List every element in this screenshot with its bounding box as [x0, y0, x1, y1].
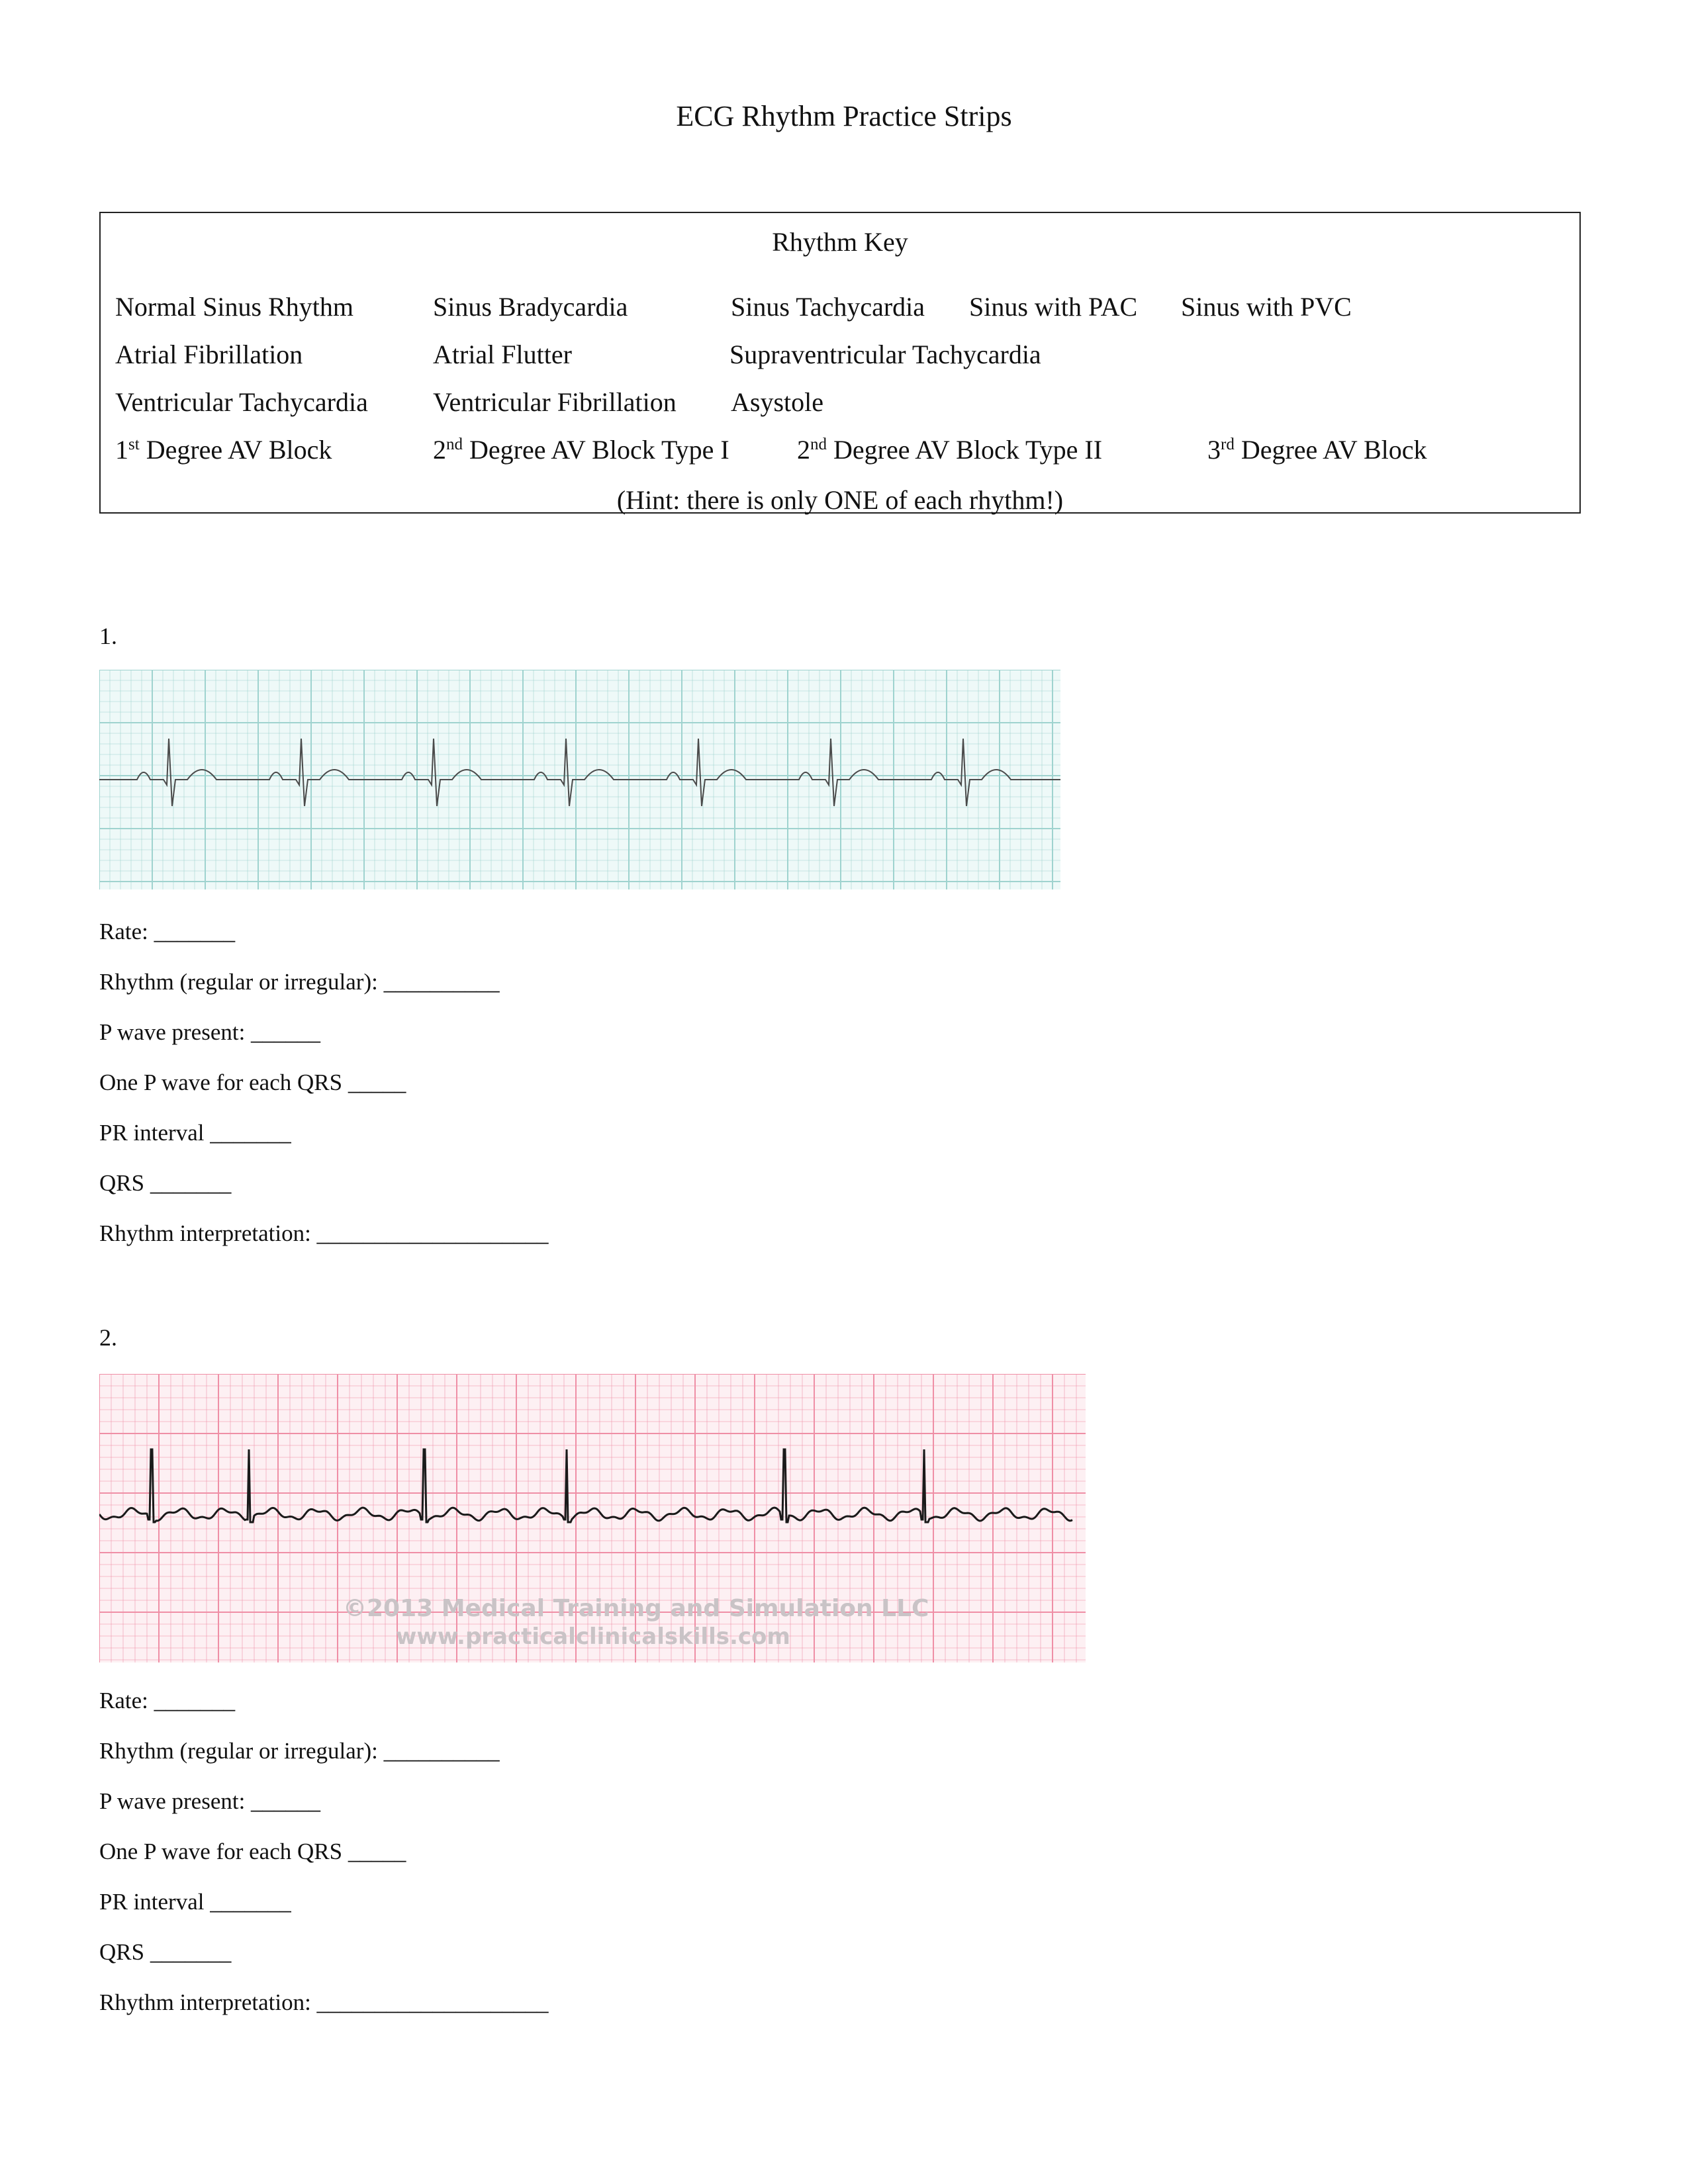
question-2-number: 2. [99, 1324, 117, 1351]
rhythm-key-row-1 [115, 291, 1558, 328]
rhythm-key-row-4 [115, 434, 1558, 471]
key-atrial-fibrillation: Atrial Fibrillation [115, 340, 303, 369]
rhythm-key-box [99, 212, 1581, 514]
ecg-strip-1 [99, 670, 1060, 889]
key-first-degree-av-block: 1st Degree AV Block [115, 435, 332, 465]
rhythm-key-row-3 [115, 387, 1558, 424]
key-ventricular-fibrillation: Ventricular Fibrillation [433, 387, 677, 417]
question-1-number: 1. [99, 623, 117, 649]
q1-interpretation-field[interactable]: Rhythm interpretation: ____________________ [99, 1220, 549, 1246]
watermark-line-2: www.practicalclinicalskills.com [396, 1623, 790, 1650]
q2-pr-interval-field[interactable]: PR interval _______ [99, 1889, 291, 1915]
key-normal-sinus-rhythm: Normal Sinus Rhythm [115, 292, 354, 322]
q2-p-per-qrs-field[interactable]: One P wave for each QRS _____ [99, 1839, 406, 1864]
q1-rhythm-field[interactable]: Rhythm (regular or irregular): __________ [99, 969, 500, 995]
q1-qrs-field[interactable]: QRS _______ [99, 1170, 232, 1196]
key-asystole: Asystole [731, 387, 823, 417]
key-sinus-with-pvc: Sinus with PVC [1181, 292, 1352, 322]
watermark-line-1: ©2013 Medical Training and Simulation LLC [343, 1595, 929, 1622]
q2-rate-field[interactable]: Rate: _______ [99, 1688, 236, 1713]
q1-p-wave-field[interactable]: P wave present: ______ [99, 1019, 321, 1045]
key-svt: Supraventricular Tachycardia [729, 340, 1041, 369]
key-ventricular-tachycardia: Ventricular Tachycardia [115, 387, 368, 417]
q2-rhythm-field[interactable]: Rhythm (regular or irregular): __________ [99, 1738, 500, 1764]
key-sinus-with-pac: Sinus with PAC [969, 292, 1138, 322]
q2-interpretation-field[interactable]: Rhythm interpretation: ____________________ [99, 1989, 549, 2015]
rhythm-key-heading: Rhythm Key [772, 227, 908, 257]
q2-p-wave-field[interactable]: P wave present: ______ [99, 1788, 321, 1814]
key-sinus-tachycardia: Sinus Tachycardia [731, 292, 925, 322]
rhythm-key-row-2 [115, 339, 1558, 376]
page-title: ECG Rhythm Practice Strips [676, 100, 1012, 132]
key-second-degree-type-1: 2nd Degree AV Block Type I [433, 435, 729, 465]
rhythm-key-hint: (Hint: there is only ONE of each rhythm!) [616, 485, 1064, 515]
key-sinus-bradycardia: Sinus Bradycardia [433, 292, 628, 322]
q2-qrs-field[interactable]: QRS _______ [99, 1939, 232, 1965]
ecg-strip-2 [99, 1374, 1086, 1662]
q1-p-per-qrs-field[interactable]: One P wave for each QRS _____ [99, 1069, 406, 1095]
key-third-degree-av-block: 3rd Degree AV Block [1207, 435, 1427, 465]
q1-rate-field[interactable]: Rate: _______ [99, 919, 236, 944]
q1-pr-interval-field[interactable]: PR interval _______ [99, 1120, 291, 1146]
key-second-degree-type-2: 2nd Degree AV Block Type II [797, 435, 1103, 465]
key-atrial-flutter: Atrial Flutter [433, 340, 572, 369]
